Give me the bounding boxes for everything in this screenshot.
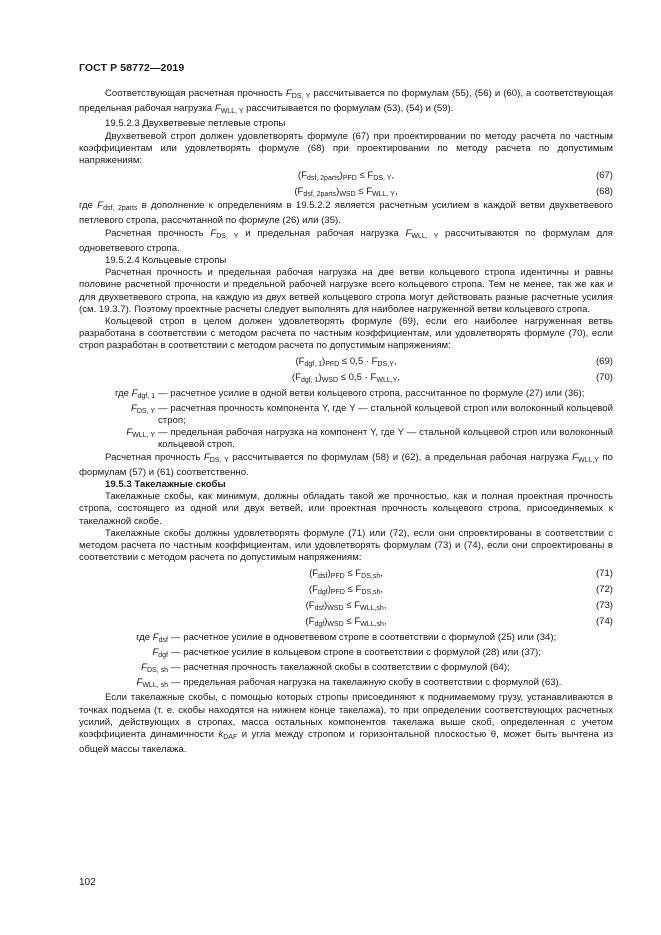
equation-72: $(F_{dgf})_{PFD} \le F_{DS,sh}$, (72) (308, 583, 613, 596)
equation-number: (69) (595, 355, 613, 367)
definition-item: где $F_{dsf}$ — расчетное усилие в одноветвевом стропе в соответствии с формулой (25) или (34); (136, 631, 557, 644)
document-header: ГОСТ Р 58772—2019 (79, 62, 185, 74)
document-body (79, 88, 613, 756)
definition-list (79, 388, 613, 452)
definition-item: $F_{WLL, sh}$ — предельная рабочая нагрузка на такелажную скобу в соответствии с формулой (63). (136, 677, 562, 690)
section-heading: 19.5.2.3 Двухветвевые петлевые стропы (105, 118, 286, 130)
paragraph: где $F_{dsf, 2parts}$ в дополнение к определениям в 19.5.2.2 является расчетным усилием в каждой ветви двухветвевого петлевого стропа, рассчитанной по формуле (26) или (35). (79, 200, 613, 227)
definition-item: где $F_{dgf, 1}$ — расчетное усилие в одной ветви кольцевого стропа, рассчитанное по формуле (27) или (36); (114, 387, 585, 400)
equation-number: (73) (595, 599, 613, 611)
equation-68: $(F_{dsf, 2parts})_{WSD} \le F_{WLL, Y}$, (68) (294, 186, 613, 199)
definition-item: $F_{DS, sh}$ — расчетная прочность такелажной скобы в соответствии с формулой (64); (141, 661, 510, 674)
definition-item: $F_{dgf}$ — расчетное усилие в кольцевом стропе в соответствии с формулой (28) или (37); (152, 646, 541, 659)
equation-number: (71) (595, 567, 613, 579)
paragraph: Такелажные скобы должны удовлетворять формуле (71) или (72), если они спроектированы в соответствии с методом расчета по частным коэффициентам, или удовлетворять формулам (73) и (74), если они спроектированы в соответствии с методом расчета по допустимым напряжениям: (79, 527, 613, 564)
definition-item: $F_{DS, Y}$ — расчетная прочность компонента Y, где Y — стальной кольцевой строп или волоконный кольцевой строп; (130, 402, 613, 427)
equation-73: $(F_{dsf})_{WSD} \le F_{WLL,sh}$, (73) (305, 599, 613, 612)
equation-71: $(F_{dsf})_{PFD} \le F_{DS,sh}$, (71) (309, 567, 613, 580)
section-heading: 19.5.2.4 Кольцевые стропы (105, 255, 227, 267)
equation-69: $(F_{dgf, 1})_{PFD} \le 0,5 \cdot F_{DS,Y}$, (69) (295, 355, 613, 368)
paragraph: Кольцевой строп в целом должен удовлетворять формуле (69), если его наиболее нагруженная ветвь разработана в соответствии с методом расчета по частным коэффициентам, или удовлетворять формуле (70), если строп разработан в соответствии с методом расчета по допустимым напряжениям: (79, 316, 613, 352)
paragraph: Расчетная прочность и предельная рабочая нагрузка на две ветви кольцевого стропа идентичны и равны половине расчетной прочности и предельной рабочей нагрузке всего кольцевого стропа. Тем не менее, так же как и для двухветвевого стропа, на каждую из двух ветвей кольцевого стропа могут действовать разные расчетные усилия (см. 19.3.7). Поэтому проектные расчеты следует выполнять для наиболее нагруженной ветви кольцевого стропа. (79, 267, 613, 315)
paragraph: Такелажные скобы, как минимум, должны обладать такой же прочностью, как и полная проектная прочность стропа, состоящего из одной или двух ветвей, или проектная прочность кольцевого стропа, присоединяемых к такелажной скобе. (79, 491, 613, 527)
equation-number: (70) (595, 371, 613, 383)
section-heading: 19.5.3 Такелажные скобы (105, 479, 226, 491)
equation-74: $(F_{dgf})_{WSD} \le F_{WLL,sh}$, (74) (305, 615, 613, 628)
paragraph: Расчетная прочность $F_{DS, Y}$ и предельная рабочая нагрузка $F_{WLL, Y}$ рассчитываются по формулам для одноветвевого стропа. (79, 227, 614, 254)
equation-number: (67) (595, 170, 613, 182)
equation-67: $(F_{dsf, 2parts})_{PFD} \le F_{DS, Y}$, (67) (297, 170, 613, 183)
page-number: 102 (79, 877, 96, 888)
equation-number: (72) (595, 583, 613, 595)
equation-number: (74) (595, 615, 613, 627)
definition-list (79, 632, 613, 693)
equation-number: (68) (595, 186, 613, 198)
paragraph: Расчетная прочность $F_{DS, Y}$ рассчитывается по формулам (58) и (62), а предельная рабочая нагрузка $F_{WLL,Y}$ по формулам (57) и (61) соответственно. (79, 451, 613, 478)
paragraph: Соответствующая расчетная прочность $F_{DS, Y}$ рассчитывается по формулам (55), (56) и (60), а соответствующая предельная рабочая нагрузка $F_{WLL, Y}$ рассчитывается по формулам (53), (54) и (59). (79, 88, 614, 116)
paragraph: Двухветвевой строп должен удовлетворять формуле (67) при проектировании по методу расчета по частным коэффициентам или удовлетворять формуле (68) при проектировании по методу расчета по допустимым напряжениям: (79, 130, 613, 167)
equation-70: $(F_{dgf, 1})_{WSD} \le 0,5 \cdot F_{WLL,Y}$, (70) (291, 371, 613, 384)
definition-item: $F_{WLL, Y}$ — предельная рабочая нагрузка на компонент Y, где Y — стальной кольцевой строп или волоконный кольцевой строп. (126, 427, 613, 451)
paragraph: Если такелажные скобы, с помощью которых стропы присоединяют к поднимаемому грузу, устанавливаются в точках подъема (т. е. скобы находятся на нижнем конце такелажа), то при определении соответствующих расчетных усилий, действующих в стропах, масса остальных компонентов такелажа выше скоб, определенная с учетом коэффициента динамичности $k_{DAF}$ и угла между стропом и горизонтальной плоскостью θ, может быть вычтена из общей массы такелажа. (79, 692, 613, 756)
